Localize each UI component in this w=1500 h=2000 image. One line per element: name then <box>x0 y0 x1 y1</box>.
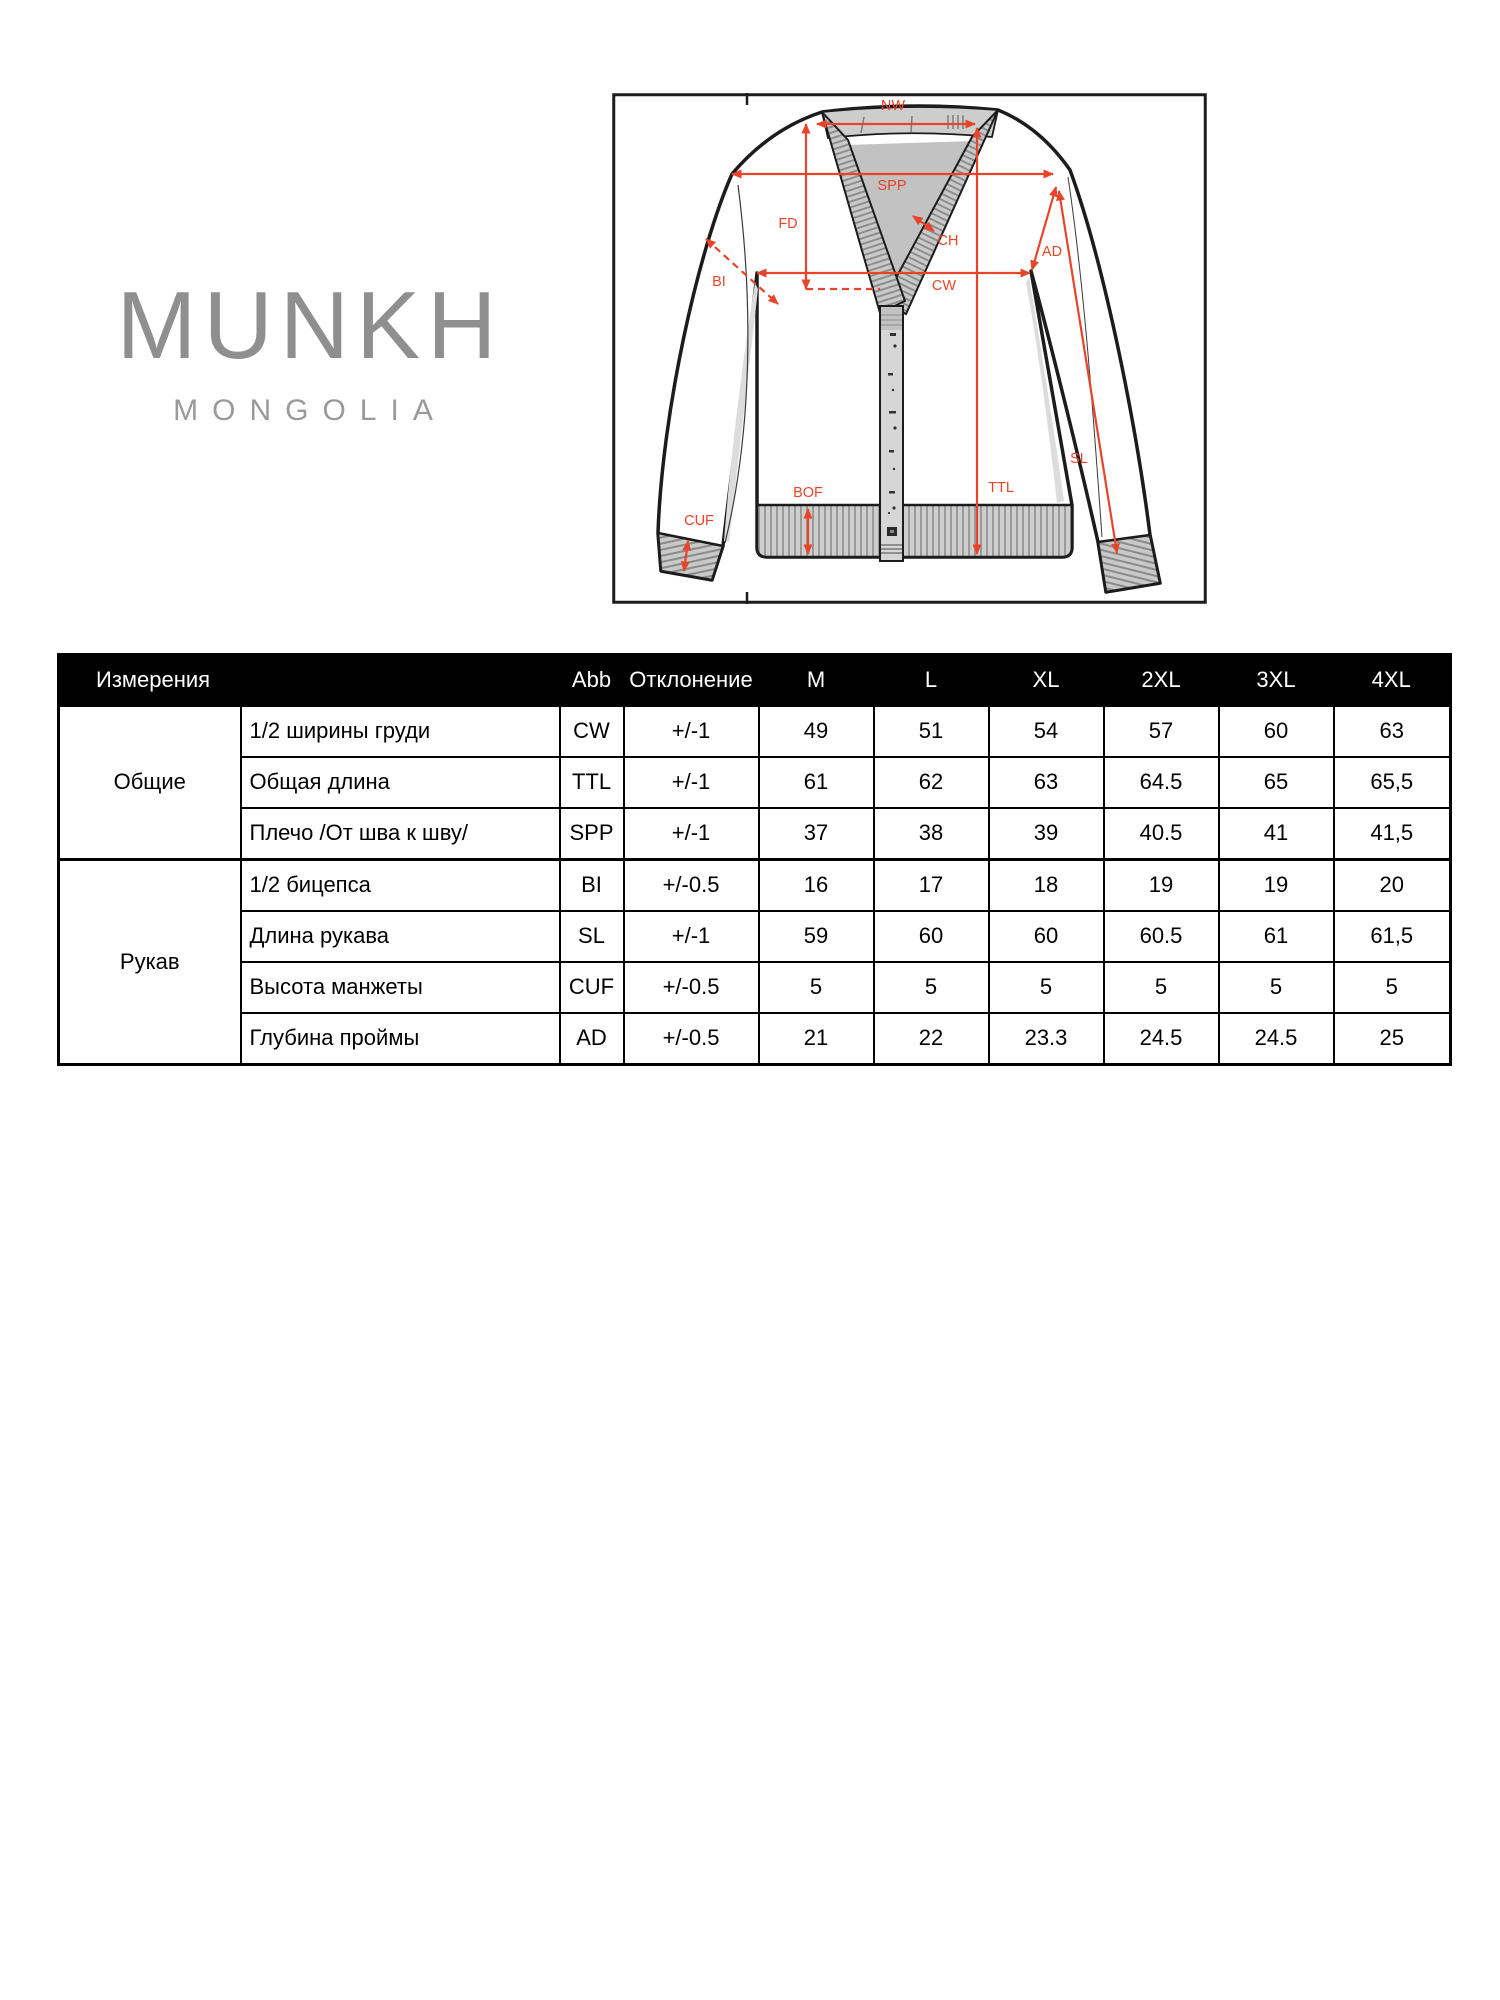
value-2xl: 24.5 <box>1104 1013 1219 1065</box>
table-row-bi <box>59 859 1451 911</box>
value-m: 37 <box>759 808 874 860</box>
table-header-row <box>59 655 1451 706</box>
value-3xl: 24.5 <box>1219 1013 1334 1065</box>
value-4xl: 61,5 <box>1334 911 1451 962</box>
measure-tolerance: +/-1 <box>624 808 759 860</box>
value-xl: 18 <box>989 859 1104 911</box>
measure-name: 1/2 бицепса <box>241 859 560 911</box>
measure-abb: AD <box>560 1013 624 1065</box>
size-chart-table <box>57 653 1452 1066</box>
value-2xl: 19 <box>1104 859 1219 911</box>
garment-measurement-diagram <box>612 93 1207 604</box>
measure-abb: CW <box>560 706 624 757</box>
value-m: 21 <box>759 1013 874 1065</box>
measure-name: Плечо /От шва к шву/ <box>241 808 560 860</box>
header-tolerance: Отклонение <box>629 667 753 693</box>
table-row-spp <box>59 808 1451 860</box>
measure-tolerance: +/-1 <box>624 706 759 757</box>
measure-name: 1/2 ширины груди <box>241 706 560 757</box>
header-size-m: M <box>806 667 826 693</box>
brand-logo <box>105 272 515 427</box>
value-2xl: 5 <box>1104 962 1219 1013</box>
measure-abb: TTL <box>560 757 624 808</box>
header-size-l: L <box>924 667 938 693</box>
value-xl: 5 <box>989 962 1104 1013</box>
value-m: 59 <box>759 911 874 962</box>
value-xl: 60 <box>989 911 1104 962</box>
value-4xl: 5 <box>1334 962 1451 1013</box>
nw-label: NW <box>880 98 906 114</box>
measure-tolerance: +/-1 <box>624 757 759 808</box>
measure-name: Общая длина <box>241 757 560 808</box>
measure-name: Глубина проймы <box>241 1013 560 1065</box>
table-row-cuf <box>59 962 1451 1013</box>
value-2xl: 57 <box>1104 706 1219 757</box>
header-size-3xl: 3XL <box>1256 667 1296 693</box>
cardigan-sketch <box>612 93 1207 604</box>
right-cuff-ribbing <box>1098 535 1160 592</box>
value-l: 38 <box>874 808 989 860</box>
value-4xl: 65,5 <box>1334 757 1451 808</box>
value-2xl: 60.5 <box>1104 911 1219 962</box>
header-abb: Abb <box>571 667 612 693</box>
value-l: 17 <box>874 859 989 911</box>
measure-tolerance: +/-0.5 <box>624 1013 759 1065</box>
cuf-label: CUF <box>684 513 714 529</box>
measure-tolerance: +/-0.5 <box>624 859 759 911</box>
value-l: 22 <box>874 1013 989 1065</box>
ttl-label: TTL <box>988 480 1014 496</box>
header-size-2xl: 2XL <box>1141 667 1181 693</box>
brand-name: MUNKH <box>116 272 504 379</box>
group-label-sleeve: Рукав <box>59 859 241 1064</box>
spp-label: SPP <box>877 178 907 194</box>
value-m: 16 <box>759 859 874 911</box>
value-4xl: 20 <box>1334 859 1451 911</box>
measure-abb: SPP <box>560 808 624 860</box>
value-m: 49 <box>759 706 874 757</box>
measure-abb: CUF <box>560 962 624 1013</box>
header-size-xl: XL <box>1032 667 1060 693</box>
measure-name: Длина рукава <box>241 911 560 962</box>
measure-tolerance: +/-1 <box>624 911 759 962</box>
button-placket <box>880 306 903 561</box>
value-l: 5 <box>874 962 989 1013</box>
fd-label: FD <box>778 216 798 232</box>
value-4xl: 63 <box>1334 706 1451 757</box>
measure-abb: BI <box>560 859 624 911</box>
value-3xl: 61 <box>1219 911 1334 962</box>
back-neck-band <box>822 107 998 138</box>
value-xl: 54 <box>989 706 1104 757</box>
value-2xl: 40.5 <box>1104 808 1219 860</box>
value-3xl: 65 <box>1219 757 1334 808</box>
value-3xl: 60 <box>1219 706 1334 757</box>
value-4xl: 41,5 <box>1334 808 1451 860</box>
value-3xl: 5 <box>1219 962 1334 1013</box>
ad-label: AD <box>1041 244 1063 260</box>
value-l: 51 <box>874 706 989 757</box>
header-size-4xl: 4XL <box>1371 667 1411 693</box>
group-label-general: Общие <box>59 706 241 860</box>
table-row-cw <box>59 706 1451 757</box>
value-xl: 23.3 <box>989 1013 1104 1065</box>
table-row-ttl <box>59 757 1451 808</box>
value-l: 62 <box>874 757 989 808</box>
value-m: 5 <box>759 962 874 1013</box>
value-l: 60 <box>874 911 989 962</box>
header-measurements: Измерения <box>96 667 211 693</box>
value-2xl: 64.5 <box>1104 757 1219 808</box>
value-4xl: 25 <box>1334 1013 1451 1065</box>
value-3xl: 41 <box>1219 808 1334 860</box>
ch-label: CH <box>937 233 959 249</box>
table-row-sl <box>59 911 1451 962</box>
sl-label: SL <box>1070 451 1088 467</box>
bi-label: BI <box>712 274 726 290</box>
value-xl: 63 <box>989 757 1104 808</box>
measure-name: Высота манжеты <box>241 962 560 1013</box>
cw-label: CW <box>931 278 957 294</box>
bof-label: BOF <box>793 485 823 501</box>
value-m: 61 <box>759 757 874 808</box>
table-row-ad <box>59 1013 1451 1065</box>
hem-ribbing <box>757 505 1072 557</box>
brand-subtitle: MONGOLIA <box>173 394 447 427</box>
value-xl: 39 <box>989 808 1104 860</box>
measure-tolerance: +/-0.5 <box>624 962 759 1013</box>
measure-abb: SL <box>560 911 624 962</box>
value-3xl: 19 <box>1219 859 1334 911</box>
